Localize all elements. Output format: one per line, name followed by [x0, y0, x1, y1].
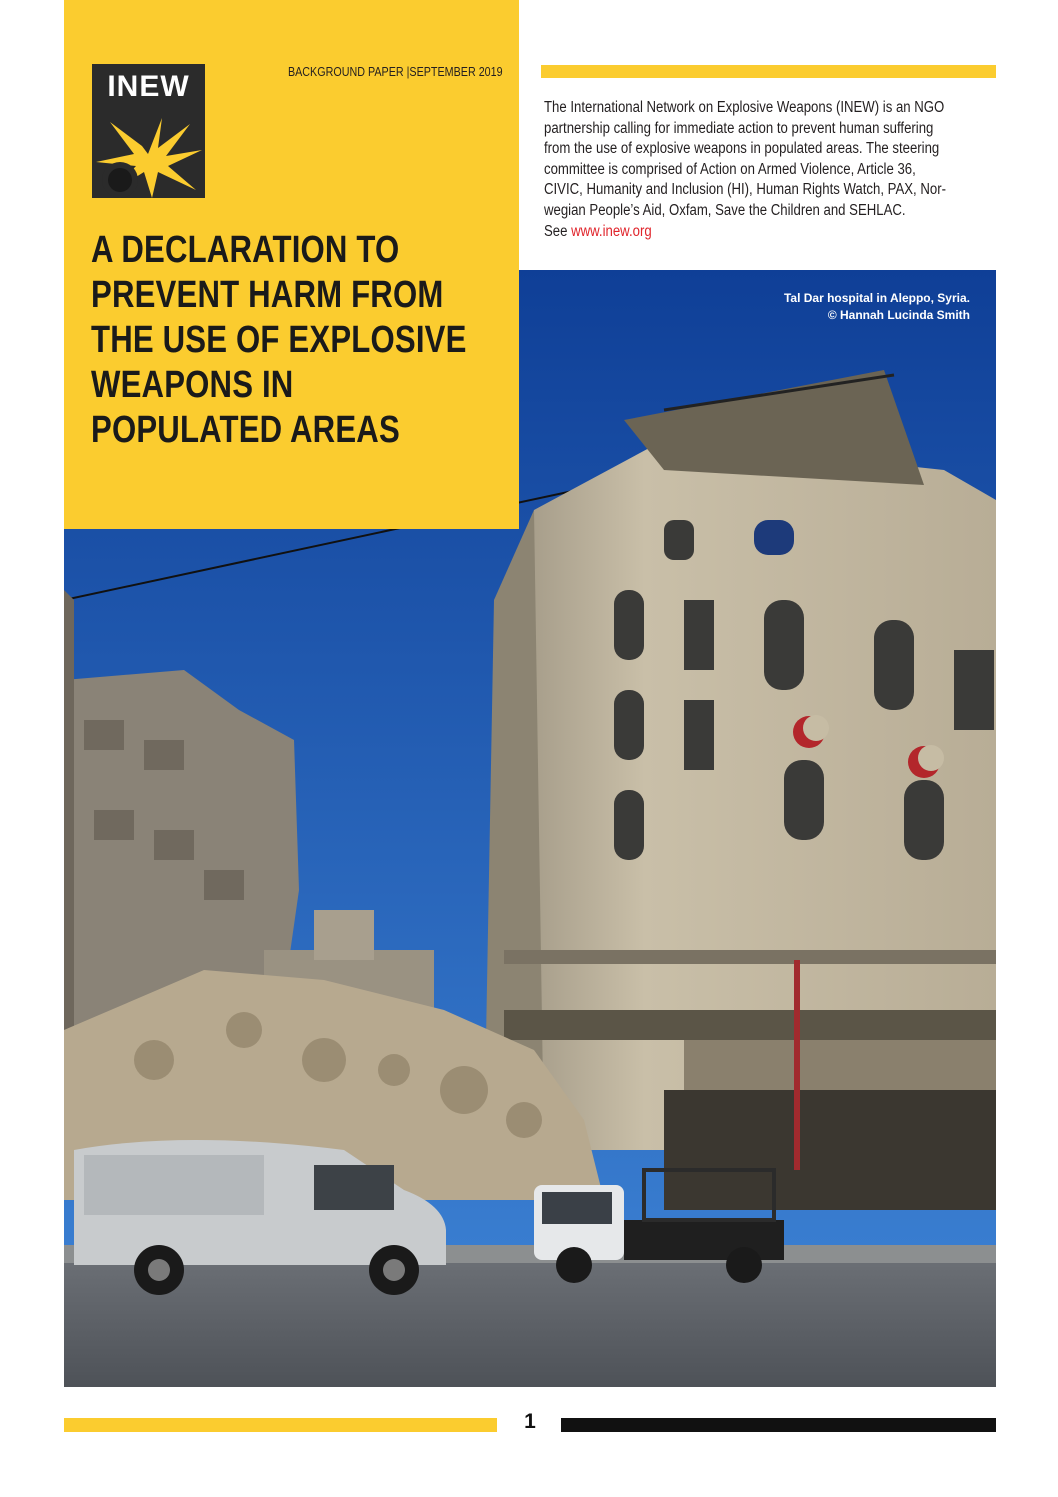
logo-text: INEW: [107, 70, 190, 103]
paper-type-label: BACKGROUND PAPER |SEPTEMBER 2019: [288, 65, 503, 79]
top-accent-bar: [541, 65, 996, 78]
intro-paragraph: [544, 98, 986, 242]
page-number: 1: [524, 1410, 536, 1433]
intro-line: from the use of explosive weapons in populated areas. The steering: [544, 140, 940, 158]
footer-black-bar: [561, 1418, 996, 1432]
intro-line: The International Network on Explosive Weapons (INEW) is an NGO: [544, 99, 945, 116]
intro-line: committee is comprised of Action on Armed Violence, Article 36,: [544, 160, 916, 178]
intro-line: wegian People’s Aid, Oxfam, Save the Children and SEHLAC.: [544, 201, 906, 219]
page-title: [91, 228, 517, 453]
caption-location: Tal Dar hospital in Aleppo, Syria.: [783, 291, 970, 305]
footer-yellow-bar: [64, 1418, 497, 1432]
see-label: See: [544, 222, 568, 240]
title-line: THE USE OF EXPLOSIVE: [91, 319, 467, 361]
intro-see-line: [544, 222, 986, 243]
title-line: POPULATED AREAS: [91, 409, 400, 451]
title-panel: [64, 0, 519, 529]
intro-line: CIVIC, Humanity and Inclusion (HI), Human Rights Watch, PAX, Nor-: [544, 181, 946, 199]
title-line: PREVENT HARM FROM: [91, 274, 444, 316]
photo-caption: [784, 290, 970, 324]
caption-credit: © Hannah Lucinda Smith: [827, 308, 970, 322]
title-line: A DECLARATION TO: [91, 229, 400, 271]
inew-logo: [91, 63, 206, 199]
intro-line: partnership calling for immediate action to prevent human suffering: [544, 119, 934, 137]
explosion-icon: [92, 110, 205, 198]
inew-website-link[interactable]: www.inew.org: [571, 222, 652, 240]
title-line: WEAPONS IN: [91, 364, 294, 406]
